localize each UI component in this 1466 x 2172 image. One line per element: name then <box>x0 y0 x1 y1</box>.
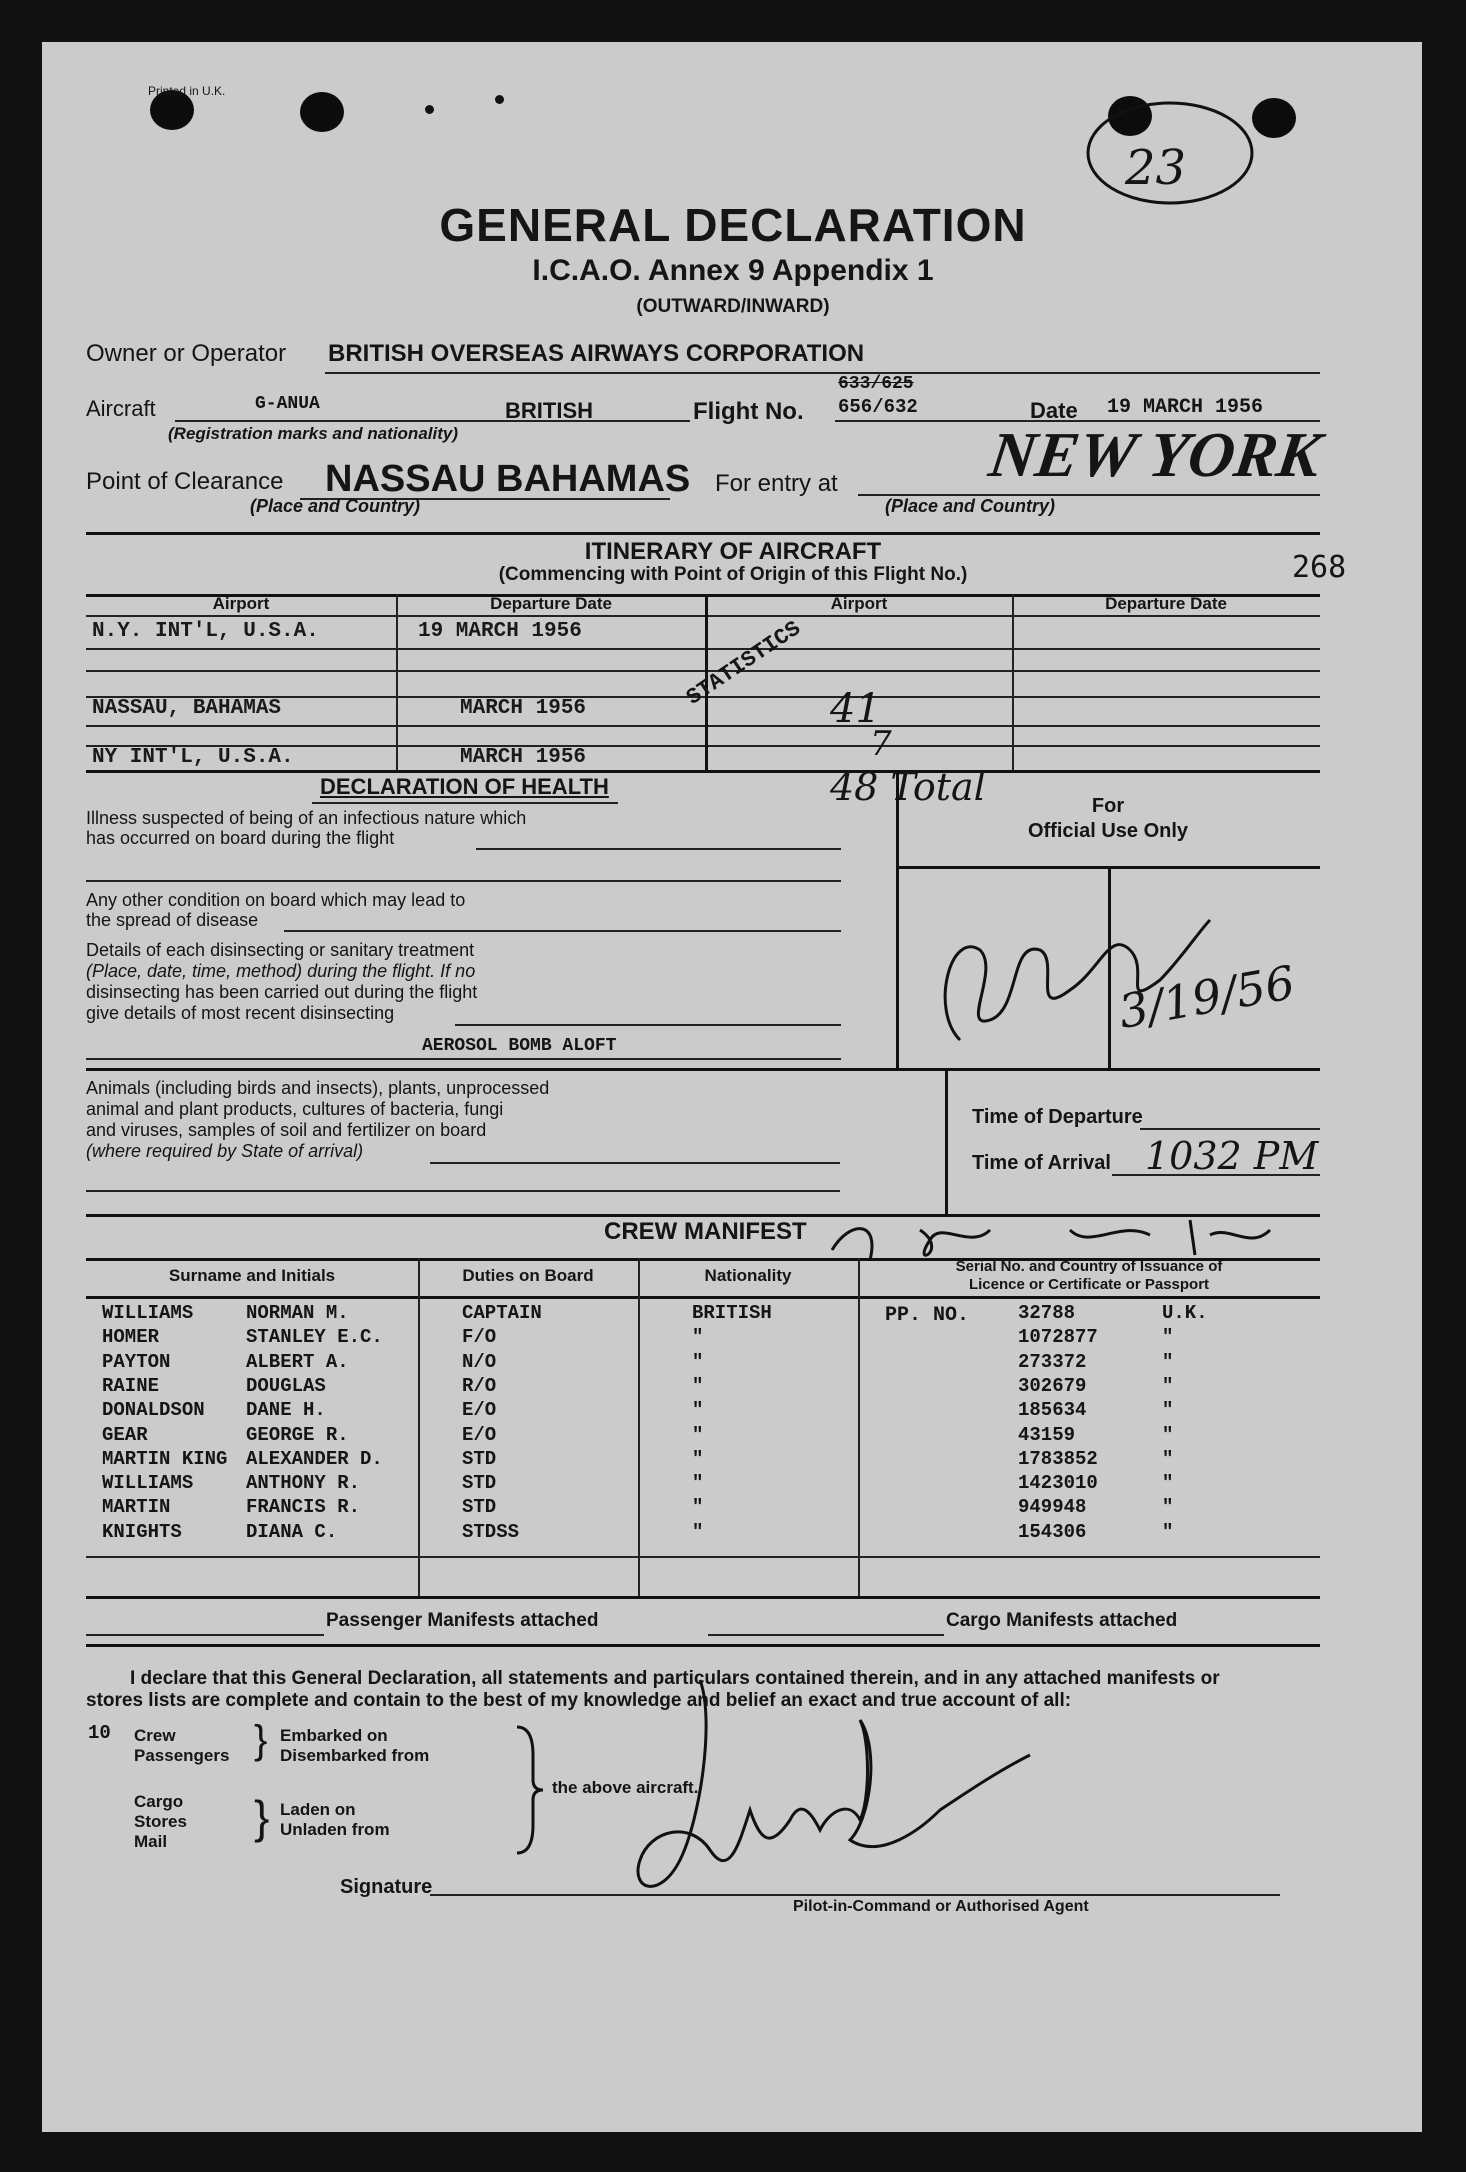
passenger-manifest-line <box>86 1634 324 1636</box>
health-question: disinsecting has been carried out during the flight <box>86 982 478 1002</box>
answer-line <box>86 880 841 882</box>
declaration-text: stores lists are complete and contain to the best of my knowledge and belief an exact and true account of all: <box>86 1690 1072 1711</box>
crew-initials: ALEXANDER D. <box>246 1447 383 1470</box>
crew-country: " <box>1162 1496 1174 1519</box>
crew-initials: DANE H. <box>246 1399 326 1422</box>
form-direction: (OUTWARD/INWARD) <box>636 296 830 317</box>
official-bottom <box>86 1068 1320 1071</box>
crew-surname: RAINE <box>102 1374 160 1397</box>
itinerary-subtitle: (Commencing with Point of Origin of this Flight No.) <box>498 564 968 585</box>
aircraft-line <box>175 420 690 422</box>
animals-question: Animals (including birds and insects), plants, unprocessed <box>86 1078 550 1098</box>
crew-initials: GEORGE R. <box>246 1423 349 1446</box>
crew-nationality: " <box>692 1447 704 1470</box>
crew-serial: 1783852 <box>1018 1447 1098 1470</box>
crew-nationality: " <box>692 1399 704 1422</box>
pilot-label: Pilot-in-Command or Authorised Agent <box>793 1898 1089 1915</box>
itinerary-top-rule <box>86 532 1320 535</box>
crew-col <box>638 1258 640 1596</box>
itinerary-col <box>1012 594 1014 770</box>
crew-country: U.K. <box>1162 1302 1208 1324</box>
crew-col <box>418 1258 420 1596</box>
decl-passengers: Passengers <box>134 1746 230 1765</box>
date-value: 19 MARCH 1956 <box>1107 396 1264 419</box>
date-label: Date <box>1030 398 1078 423</box>
official-title: For <box>1091 795 1125 817</box>
crew-nationality: " <box>692 1326 704 1349</box>
flight-value: 656/632 <box>838 396 918 418</box>
crew-country: " <box>1162 1350 1174 1373</box>
clearance-hint: (Place and Country) <box>250 496 421 516</box>
crew-header-duties: Duties on Board <box>462 1266 594 1285</box>
decl-mail: Mail <box>134 1832 168 1851</box>
crew-initials: FRANCIS R. <box>246 1496 361 1519</box>
arrival-value: 1032 PM <box>1145 1134 1319 1178</box>
owner-line <box>325 372 1320 374</box>
time-border <box>945 1068 948 1214</box>
crew-initials: DIANA C. <box>246 1520 338 1543</box>
arrival-label: Time of Arrival <box>972 1152 1111 1174</box>
decl-laden: Laden on <box>280 1800 356 1819</box>
crew-serial: 302679 <box>1018 1374 1087 1397</box>
handwritten-number: 23 <box>1125 140 1187 196</box>
crew-surname: WILLIAMS <box>102 1302 194 1324</box>
entry-value: NEW YORK <box>985 419 1326 490</box>
crew-serial: 185634 <box>1018 1399 1087 1422</box>
decl-crew: Crew <box>134 1726 176 1745</box>
health-question: Details of each disinsecting or sanitary treatment <box>86 940 475 960</box>
crew-country: " <box>1162 1447 1174 1470</box>
crew-initials: ANTHONY R. <box>246 1472 361 1495</box>
crew-serial: 1423010 <box>1018 1472 1098 1495</box>
itinerary-rule <box>86 670 1320 672</box>
signature-label: Signature <box>340 1876 433 1898</box>
entry-label: For entry at <box>715 470 838 497</box>
pilot-signature <box>620 1660 1040 1920</box>
crew-serial: 32788 <box>1018 1302 1076 1324</box>
departure-label: Time of Departure <box>972 1106 1143 1128</box>
crew-surname: PAYTON <box>102 1350 171 1373</box>
brace-2: } <box>254 1791 270 1843</box>
printed-in: Printed in U.K. <box>148 84 226 98</box>
animals-question: animal and plant products, cultures of bacteria, fungi <box>86 1099 504 1119</box>
decl-cargo: Cargo <box>134 1792 184 1811</box>
form-title: GENERAL DECLARATION <box>439 199 1027 251</box>
crew-country: " <box>1162 1374 1174 1397</box>
answer-line <box>430 1162 840 1164</box>
entry-hint: (Place and Country) <box>885 496 1056 516</box>
crew-count: 10 <box>88 1722 111 1744</box>
pp-label: PP. NO. <box>885 1304 970 1327</box>
cargo-manifest-line <box>708 1634 944 1636</box>
departure-line <box>1140 1128 1320 1130</box>
itinerary-date: MARCH 1956 <box>460 746 587 769</box>
declaration-top-rule <box>86 1644 1320 1647</box>
handwritten-total: 48 Total <box>830 765 986 809</box>
crew-country: " <box>1162 1520 1174 1543</box>
health-question: has occurred on board during the flight <box>86 828 395 848</box>
crew-duty: STD <box>462 1447 497 1470</box>
crew-duty: STDSS <box>462 1520 520 1543</box>
health-title-line <box>312 802 618 804</box>
decl-embarked: Embarked on <box>280 1726 388 1745</box>
crew-nationality: " <box>692 1496 704 1519</box>
crew-surname: MARTIN KING <box>102 1447 228 1470</box>
itinerary-col <box>396 594 398 770</box>
itinerary-header-date-2: Departure Date <box>1105 594 1227 613</box>
itinerary-header-airport-2: Airport <box>830 594 888 613</box>
crew-surname: WILLIAMS <box>102 1472 194 1495</box>
crew-country: " <box>1162 1326 1174 1349</box>
aircraft-nationality: BRITISH <box>505 398 593 423</box>
page-number: 268 <box>1292 550 1347 585</box>
crew-title: CREW MANIFEST <box>604 1218 807 1245</box>
crew-nationality: " <box>692 1350 704 1373</box>
punch-hole <box>300 92 344 132</box>
crew-head-bottom <box>86 1296 1320 1299</box>
official-date: 3/19/56 <box>1114 955 1299 1039</box>
crew-col <box>858 1258 860 1596</box>
passenger-manifest-label: Passenger Manifests attached <box>326 1610 599 1631</box>
itinerary-date: 19 MARCH 1956 <box>418 620 582 643</box>
crew-country: " <box>1162 1472 1174 1495</box>
crew-country: " <box>1162 1399 1174 1422</box>
health-title: DECLARATION OF HEALTH <box>320 774 609 799</box>
answer-line <box>284 930 841 932</box>
crew-initials: STANLEY E.C. <box>246 1326 383 1349</box>
crew-serial: 1072877 <box>1018 1326 1098 1349</box>
health-question: Any other condition on board which may lead to <box>86 890 466 910</box>
crew-nationality: " <box>692 1472 704 1495</box>
crew-header-serial: Serial No. and Country of Issuance of <box>955 1258 1223 1275</box>
form-subtitle: I.C.A.O. Annex 9 Appendix 1 <box>532 254 934 287</box>
flight-label: Flight No. <box>693 398 804 425</box>
official-title: Official Use Only <box>1027 820 1189 842</box>
crew-initials: NORMAN M. <box>246 1302 349 1324</box>
itinerary-header-date: Departure Date <box>490 594 612 613</box>
crew-rule <box>86 1556 1320 1558</box>
crew-surname: GEAR <box>102 1423 148 1446</box>
crew-serial: 949948 <box>1018 1496 1087 1519</box>
clearance-value: NASSAU BAHAMAS <box>325 458 691 500</box>
health-question: give details of most recent disinsecting <box>86 1003 395 1023</box>
big-brace <box>515 1725 545 1855</box>
crew-country: " <box>1162 1423 1174 1446</box>
decl-above: the above aircraft. <box>552 1778 699 1797</box>
answer-line <box>86 1190 840 1192</box>
answer-line <box>455 1024 841 1026</box>
crew-initials: DOUGLAS <box>246 1374 326 1397</box>
statistics-stamp: STATISTICS <box>682 616 806 711</box>
aircraft-hint: (Registration marks and nationality) <box>168 424 458 443</box>
animals-question: and viruses, samples of soil and fertilizer on board <box>86 1120 487 1140</box>
health-question: the spread of disease <box>86 910 259 930</box>
punch-dot <box>425 105 434 114</box>
itinerary-title: ITINERARY OF AIRCRAFT <box>584 538 882 565</box>
itinerary-head-bottom <box>86 615 1320 617</box>
aircraft-label: Aircraft <box>86 396 156 421</box>
itinerary-date: MARCH 1956 <box>460 697 587 720</box>
crew-header-name: Surname and Initials <box>168 1266 336 1285</box>
crew-header-nationality: Nationality <box>704 1266 792 1285</box>
crew-bottom <box>86 1596 1320 1599</box>
crew-duty: E/O <box>462 1423 497 1446</box>
itinerary-airport: N.Y. INT'L, U.S.A. <box>92 620 319 643</box>
crew-initials: ALBERT A. <box>246 1350 349 1373</box>
itinerary-rule <box>86 725 1320 727</box>
declaration-text: I declare that this General Declaration, all statements and particulars contained therein, and in any attached manifests or <box>130 1668 1220 1689</box>
crew-nationality: " <box>692 1374 704 1397</box>
answer-line <box>86 1058 841 1060</box>
flight-struck: 633/625 <box>838 374 914 394</box>
crew-surname: KNIGHTS <box>102 1520 182 1543</box>
disinsecting-answer: AEROSOL BOMB ALOFT <box>422 1036 617 1056</box>
owner-label: Owner or Operator <box>86 340 287 367</box>
crew-duty: CAPTAIN <box>462 1302 542 1324</box>
crew-duty: F/O <box>462 1326 497 1349</box>
signature-line <box>430 1894 1280 1896</box>
crew-nationality: " <box>692 1520 704 1543</box>
owner-value: BRITISH OVERSEAS AIRWAYS CORPORATION <box>328 340 865 367</box>
crew-duty: STD <box>462 1496 497 1519</box>
clearance-label: Point of Clearance <box>86 468 284 495</box>
itinerary-header-airport: Airport <box>212 594 270 613</box>
crew-duty: R/O <box>462 1374 497 1397</box>
decl-disembarked: Disembarked from <box>280 1746 430 1765</box>
crew-surname: MARTIN <box>102 1496 171 1519</box>
cargo-manifest-label: Cargo Manifests attached <box>946 1610 1178 1631</box>
handwritten-count: 41 <box>830 686 881 732</box>
itinerary-airport: NY INT'L, U.S.A. <box>92 746 294 769</box>
crew-serial: 154306 <box>1018 1520 1087 1543</box>
itinerary-airport: NASSAU, BAHAMAS <box>92 697 282 720</box>
crew-nationality: " <box>692 1423 704 1446</box>
itinerary-bottom <box>86 770 1320 773</box>
decl-unladen: Unladen from <box>280 1820 390 1839</box>
decl-stores: Stores <box>134 1812 187 1831</box>
crew-header-licence: Licence or Certificate or Passport <box>968 1276 1210 1293</box>
itinerary-rule <box>86 648 1320 650</box>
crew-duty: E/O <box>462 1399 497 1422</box>
punch-dot <box>495 95 504 104</box>
crew-nationality: BRITISH <box>692 1302 772 1324</box>
crew-serial: 273372 <box>1018 1350 1087 1373</box>
animals-question: (where required by State of arrival) <box>86 1141 364 1161</box>
health-question: (Place, date, time, method) during the flight. If no <box>86 961 476 981</box>
crew-serial: 43159 <box>1018 1423 1076 1446</box>
crew-duty: N/O <box>462 1350 497 1373</box>
crew-surname: HOMER <box>102 1326 160 1349</box>
crew-surname: DONALDSON <box>102 1399 205 1422</box>
arrival-line <box>1112 1174 1320 1176</box>
answer-line <box>476 848 841 850</box>
health-question: Illness suspected of being of an infectious nature which <box>86 808 527 828</box>
brace-1: } <box>254 1718 268 1762</box>
handwritten-count: 7 <box>870 724 892 764</box>
aircraft-registration: G-ANUA <box>255 394 320 414</box>
crew-duty: STD <box>462 1472 497 1495</box>
